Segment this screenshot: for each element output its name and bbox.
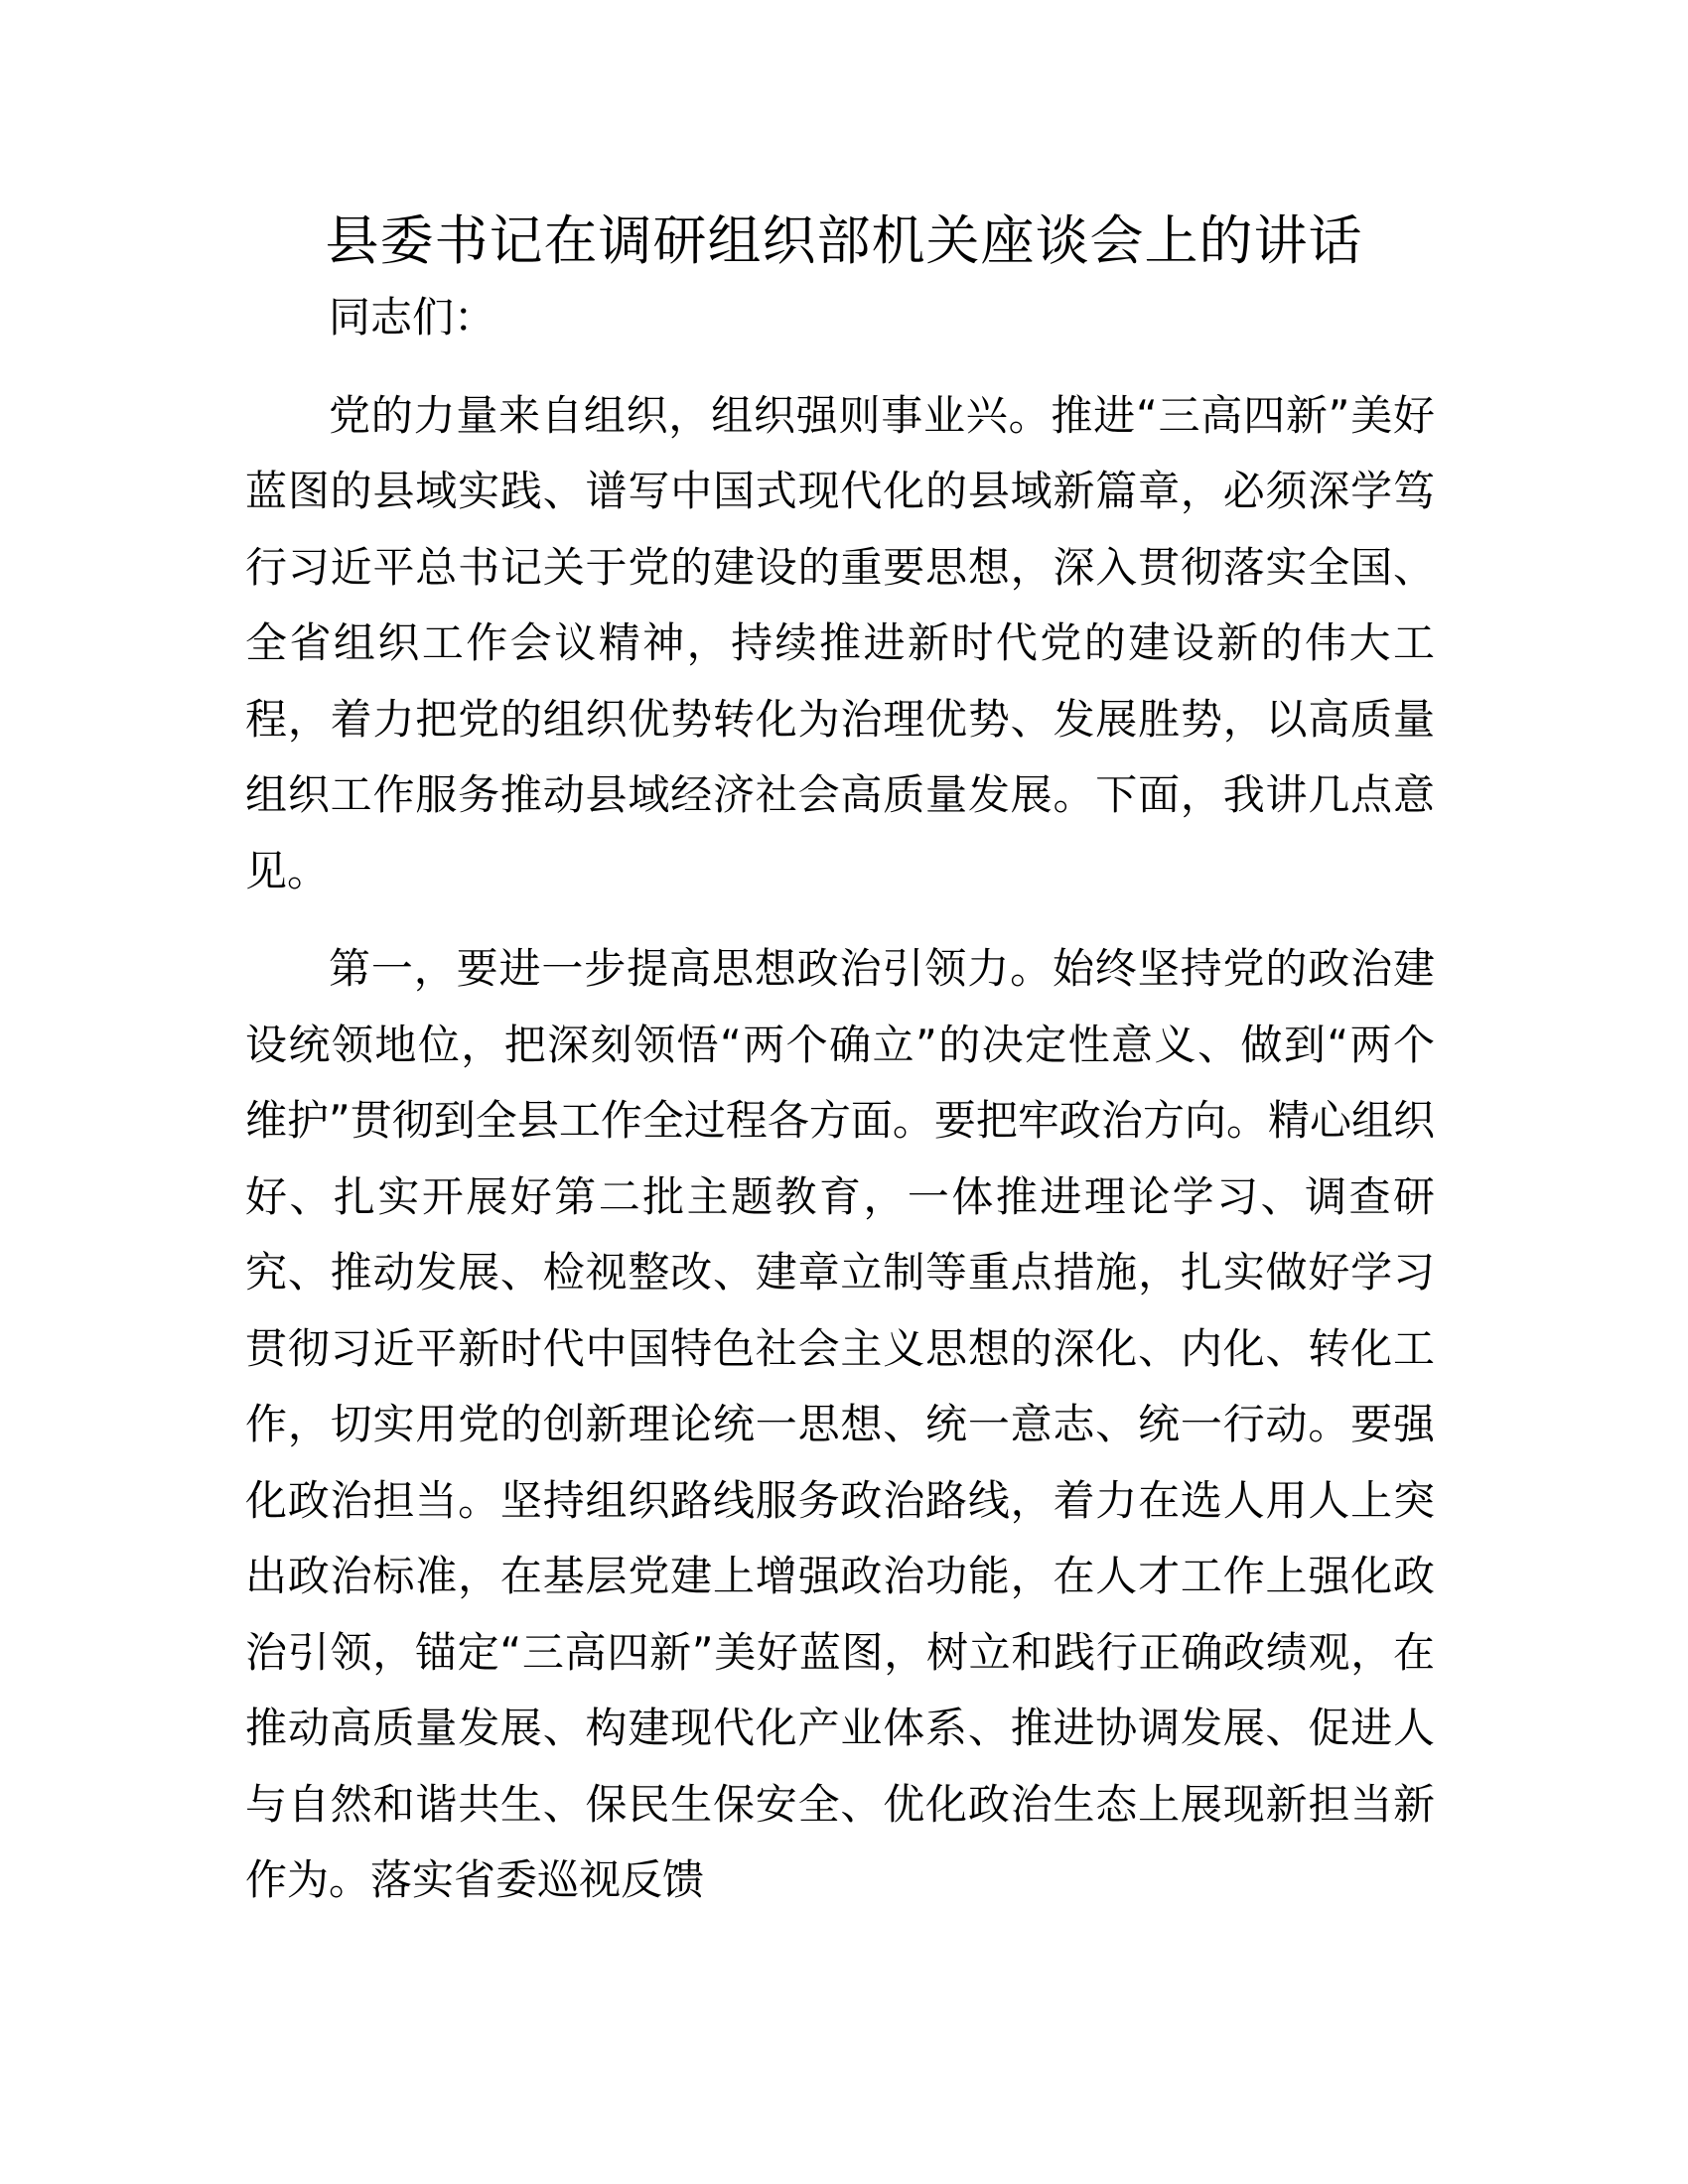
document-title: 县委书记在调研组织部机关座谈会上的讲话 [325,209,1363,272]
paragraph-intro: 党的力量来自组织，组织强则事业兴。推进“三高四新”美好蓝图的县域实践、谱写中国式现代化的县域新篇章，必须深学笃行习近平总书记关于党的建设的重要思想，深入贯彻落实全国、全省组织工作会议精神，持续推进新时代党的建设新的伟大工程，着力把党的组织优势转化为治理优势、发展胜势，以高质量组织工作服务推动县域经济社会高质量发展。下面，我讲几点意见。 [245,390,1435,895]
salutation: 同志们： [329,293,496,341]
document-body [245,280,1435,1919]
paragraph-first-point: 第一，要进一步提高思想政治引领力。始终坚持党的政治建设统领地位，把深刻领悟“两个确立”的决定性意义、做到“两个维护”贯彻到全县工作全过程各方面。要把牢政治方向。精心组织好、扎实开展好第二批主题教育，一体推进理论学习、调查研究、推动发展、检视整改、建章立制等重点措施，扎实做好学习贯彻习近平新时代中国特色社会主义思想的深化、内化、转化工作，切实用党的创新理论统一思想、统一意志、统一行动。要强化政治担当。坚持组织路线服务政治路线，着力在选人用人上突出政治标准，在基层党建上增强政治功能，在人才工作上强化政治引领，锚定“三高四新”美好蓝图，树立和践行正确政绩观，在推动高质量发展、构建现代化产业体系、推进协调发展、促进人与自然和谐共生、保民生保安全、优化政治生态上展现新担当新作为。落实省委巡视反馈 [245,944,1435,1904]
